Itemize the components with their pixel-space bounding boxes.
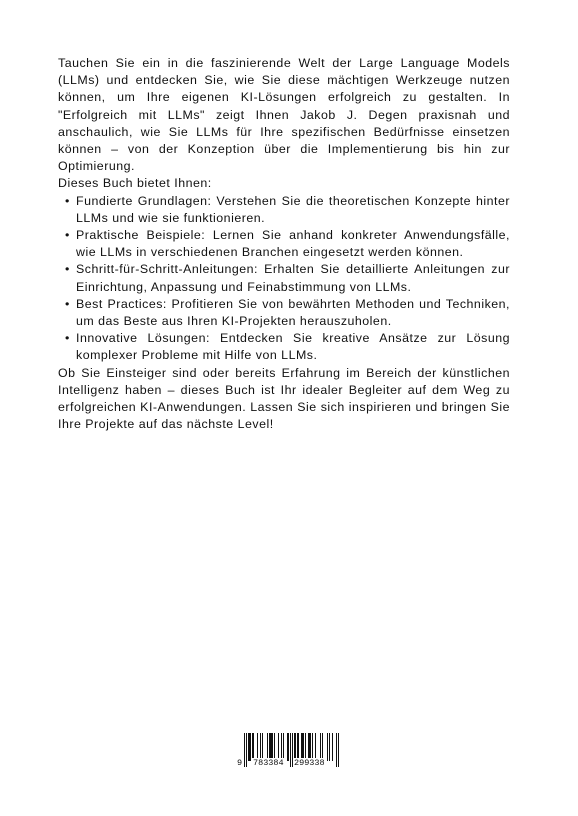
barcode-bar [305, 733, 306, 761]
list-item: • Schritt-für-Schritt-Anleitungen: Erhalten Sie detaillierte Anleitungen zur Einrichtung, Anpassung und Feinabstimmung von LLMs. [58, 261, 510, 295]
barcode-bar [283, 733, 284, 761]
barcode-bar [278, 733, 279, 761]
barcode-bar [257, 733, 258, 761]
barcode-bar [295, 733, 296, 761]
barcode-bar [271, 733, 272, 761]
back-cover-text [58, 55, 510, 433]
list-item: • Best Practices: Profitieren Sie von bewährten Methoden und Techniken, um das Beste aus Ihren KI-Projekten herauszuholen. [58, 296, 510, 330]
barcode-bar [302, 733, 303, 761]
barcode-bar [303, 733, 304, 761]
barcode-bar [327, 733, 328, 761]
barcode-bar [272, 733, 273, 761]
list-item: • Fundierte Grundlagen: Verstehen Sie die theoretischen Konzepte hinter LLMs und wie sie funktionieren. [58, 193, 510, 227]
feature-list [58, 193, 510, 365]
barcode-bar [308, 733, 309, 761]
barcode-bar [287, 733, 288, 761]
barcode-lead-digit: 9 [237, 758, 243, 768]
list-heading: Dieses Buch bietet Ihnen: [58, 176, 212, 191]
barcode-bar [332, 733, 333, 761]
barcode-bar [297, 733, 298, 761]
barcode-bar [294, 733, 295, 761]
barcode-bar [267, 733, 268, 761]
barcode-bar [249, 733, 250, 761]
barcode-bar [270, 733, 271, 761]
barcode-bar [281, 733, 282, 761]
barcode-bar [301, 733, 302, 761]
barcode-bar [260, 733, 261, 761]
barcode-bar [269, 733, 270, 761]
barcode-bar [310, 733, 311, 761]
closing-paragraph: Ob Sie Einsteiger sind oder bereits Erfahrung im Bereich der künstlichen Intelligenz haben – dieses Buch ist Ihr idealer Begleiter auf dem Weg zu erfolgreichen KI-Anwendungen. Lassen Sie sich inspirieren und bringen Sie Ihre Projekte auf das nächste Level! [58, 365, 510, 432]
barcode-bar [252, 733, 253, 761]
barcode-bar [312, 733, 313, 761]
barcode-bar [250, 733, 251, 761]
barcode-right-group: 299338 [294, 758, 325, 768]
intro-paragraph: Tauchen Sie ein in die faszinierende Welt der Large Language Models (LLMs) und entdecken Sie, wie Sie diese mächtigen Werkzeuge nutzen können, um Ihre eigenen KI-Lösungen erfolgreich zu gestalten. In "Erfolgreich mit LLMs" zeigt Ihnen Jakob J. Degen praxisnah und anschaulich, wie Sie LLMs für Ihre spezifischen Bedürfnisse einsetzen können – von der Konzeption über die Implementierung bis hin zur Optimierung. [58, 56, 510, 174]
barcode-bar [315, 733, 316, 761]
barcode-bar [322, 733, 323, 761]
barcode-bar [320, 733, 321, 761]
barcode-bar [253, 733, 254, 761]
barcode-bar [262, 733, 263, 761]
list-item: • Innovative Lösungen: Entdecken Sie kreative Ansätze zur Lösung komplexer Probleme mit Hilfe von LLMs. [58, 330, 510, 364]
barcode-bar [288, 733, 289, 761]
barcode-bar [309, 733, 310, 761]
barcode-bar [274, 733, 275, 761]
list-item: • Praktische Beispiele: Lernen Sie anhand konkreter Anwendungsfälle, wie LLMs in verschiedenen Branchen eingesetzt werden können. [58, 227, 510, 261]
barcode-bar [248, 733, 249, 761]
barcode-left-group: 783384 [253, 758, 284, 768]
barcode-bar [298, 733, 299, 761]
barcode-digits [236, 758, 340, 769]
barcode-bar [329, 733, 330, 761]
